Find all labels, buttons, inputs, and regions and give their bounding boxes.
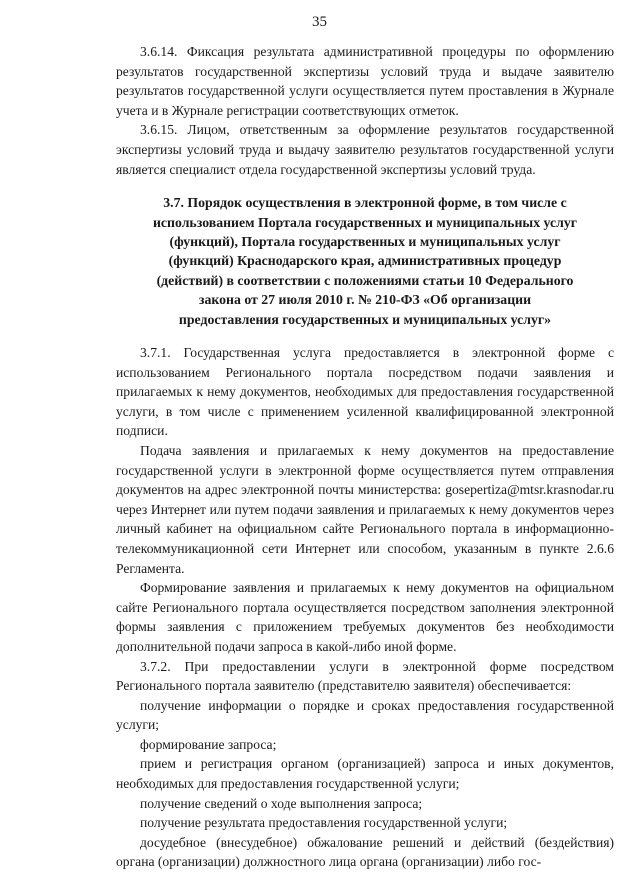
- list-item: прием и регистрация органом (организацией) запроса и иных документов, необходимых для предоставления государственной услуги;: [116, 756, 614, 792]
- page-number: 35: [312, 14, 327, 30]
- list-item: формирование запроса;: [140, 736, 277, 752]
- document-body: [116, 42, 614, 872]
- paragraph-3-7-2: 3.7.2. При предоставлении услуги в электронной форме посредством Регионального портала заявителю (представителю заявителя) обеспечивается:: [116, 658, 614, 694]
- section-heading-3-7: 3.7. Порядок осуществления в электронной форме, в том числе с использованием Портала государственных и муниципальных услуг (функций), Портала государственных и муниципальных услуг (функций) Краснодарского края, административных процедур (действий) в соответствии с положениями статьи 10 Федерального закона от 27 июля 2010 г. № 210-ФЗ «Об организации предоставления государственных и муниципальных услуг»: [152, 195, 578, 327]
- list-item: досудебное (внесудебное) обжалование решений и действий (бездействия) органа (организации) должностного лица органа (организации) либо гос-: [116, 834, 614, 870]
- paragraph-3-7-1: 3.7.1. Государственная услуга предоставляется в электронной форме с использованием Регионального портала посредством подачи заявления и прилагаемых к нему документов, необходимых для предоставления государственной услуги, в том числе с применением усиленной квалифицированной электронной подписи.: [116, 345, 614, 439]
- paragraph-formation: Формирование заявления и прилагаемых к нему документов на официальном сайте Регионального портала осуществляется посредством заполнения электронной формы заявления с приложением требуемых документов без необходимости дополнительной подачи запроса в какой-либо иной форме.: [116, 580, 614, 654]
- paragraph-submission: Подача заявления и прилагаемых к нему документов на предоставление государственной услуги в электронной форме осуществляется путем отправления документов на адрес электронной почты министерства: gosepertiza@mtsr.krasnodar.ru через Интернет или путем подачи заявления и прилагаемых к нему документов через личный кабинет на официальном сайте Регионального портала в информационно-телекоммуникационной сети Интернет или способом, указанным в пункте 2.6.6 Регламента.: [116, 442, 614, 576]
- list-item: получение сведений о ходе выполнения запроса;: [140, 795, 423, 811]
- paragraph-3-6-14: 3.6.14. Фиксация результата административной процедуры по оформлению результатов государственной экспертизы условий труда и выдаче заявителю результатов государственной услуги осуществляется путем проставления в Журнале учета и в Журнале регистрации соответствующих отметок.: [116, 44, 614, 118]
- paragraph-3-6-15: 3.6.15. Лицом, ответственным за оформление результатов государственной экспертизы условий труда и выдачу заявителю результатов государственной услуги является специалист отдела государственной экспертизы условий труда.: [116, 122, 614, 177]
- list-item: получение информации о порядке и сроках предоставления государственной услуги;: [116, 697, 614, 733]
- list-item: получение результата предоставления государственной услуги;: [140, 815, 508, 831]
